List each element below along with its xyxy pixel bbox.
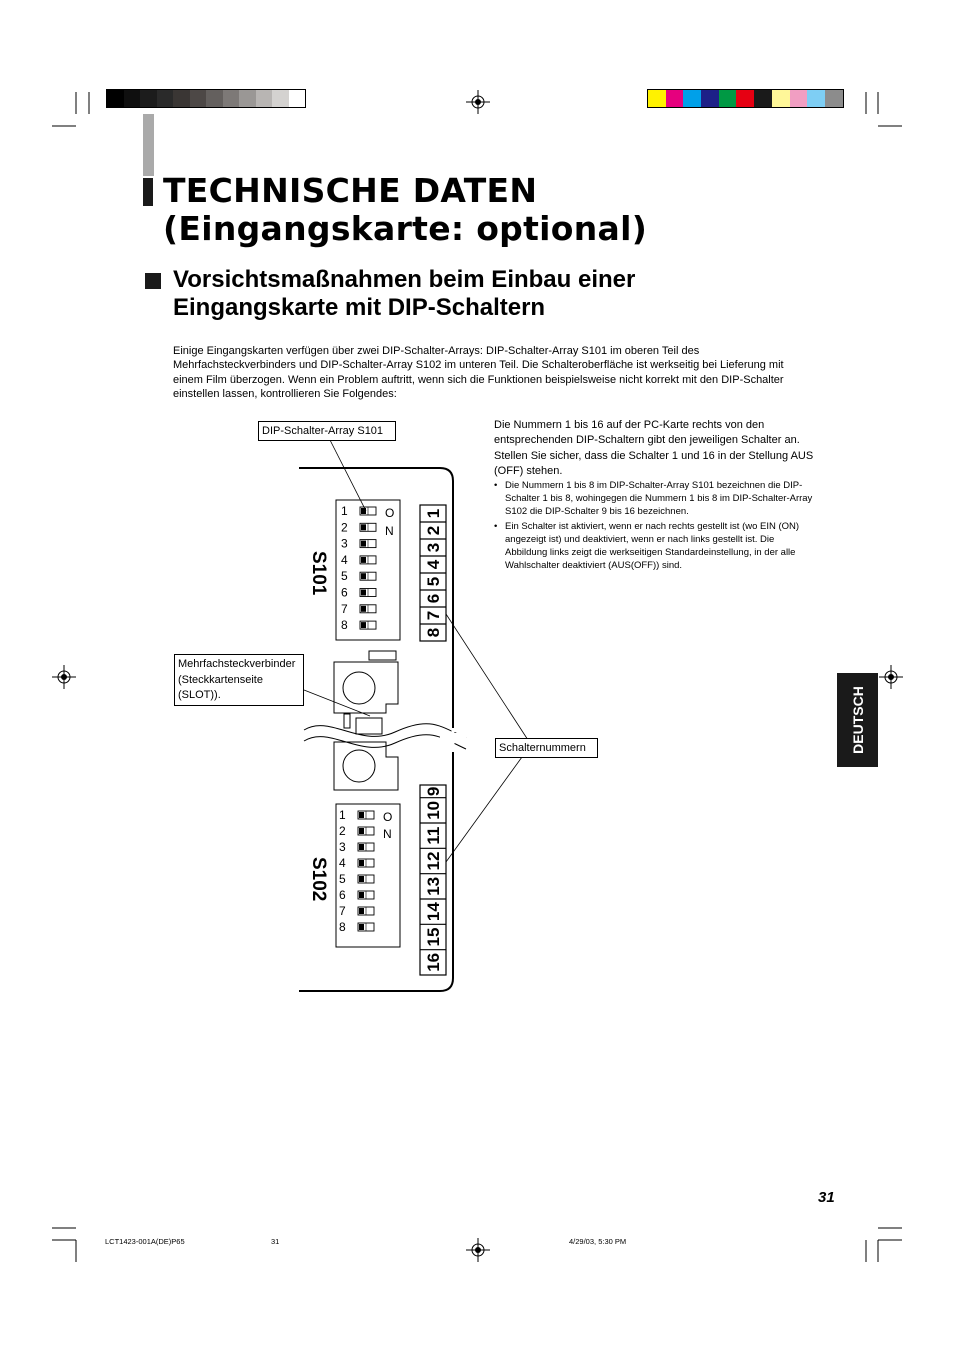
- switch-index: 4: [341, 552, 348, 567]
- connector-small-block: [369, 651, 396, 660]
- callout-connector: [174, 654, 304, 706]
- switch-index: 4: [339, 856, 346, 870]
- leader-line-numbers-bottom: [446, 757, 522, 862]
- switch-number: 2: [424, 525, 443, 536]
- switch-index: 8: [339, 920, 346, 934]
- switch-index: 2: [339, 824, 346, 838]
- switch-number: 14: [424, 902, 443, 922]
- switch-number: 13: [424, 876, 443, 896]
- dip-switch: [360, 556, 376, 564]
- dip-switch: [360, 540, 376, 548]
- callout-switch-numbers: Schalternummern: [495, 738, 598, 758]
- dip-switch: [360, 572, 376, 580]
- dip-switch: [358, 859, 374, 867]
- dip-switch: [360, 605, 376, 613]
- dip-switch: [360, 621, 376, 629]
- section-heading-line2: Eingangskarte mit DIP-Schaltern: [173, 294, 546, 321]
- switch-number: 3: [424, 542, 443, 553]
- leader-line-numbers-top: [446, 614, 528, 740]
- switch-number: 1: [424, 508, 443, 519]
- dip-switch: [358, 843, 374, 851]
- s102-on-o: O: [383, 810, 393, 824]
- switch-index: 1: [341, 504, 348, 518]
- language-tab: [837, 673, 878, 767]
- s101-on-o: O: [385, 506, 395, 520]
- switch-index: 7: [339, 904, 346, 918]
- switch-index: 6: [339, 888, 346, 902]
- s101-label: S101: [308, 551, 329, 596]
- switch-index: 8: [341, 618, 348, 633]
- switch-number: 6: [424, 593, 443, 604]
- switch-number: 4: [424, 559, 443, 570]
- switch-index: 7: [341, 601, 348, 616]
- switch-index: 3: [339, 840, 346, 854]
- footer-page: 31: [271, 1237, 280, 1246]
- note-item: • Ein Schalter ist aktiviert, wenn er nach rechts gestellt ist (wo EIN (ON) angezeigt ist) und deaktiviert, wenn er nach links gestellt ist. Die Abbildung links zeigt die werkseitigen Standardeinstellung, in der alle Wahlschalter deaktiviert (AUS(OFF)) sind.: [494, 520, 816, 572]
- s102-label: S102: [308, 857, 329, 902]
- switch-index: 3: [341, 536, 348, 551]
- callout-connector-line1: Mehrfachsteckverbinder: [178, 658, 296, 670]
- switch-number: 8: [424, 627, 443, 638]
- switch-number: 9: [424, 786, 443, 797]
- s102-on-n: N: [383, 827, 392, 841]
- switch-number: 5: [424, 576, 443, 587]
- callout-connector-line3: (SLOT)).: [178, 689, 221, 701]
- connector-lower: [334, 742, 398, 790]
- dip-switch: [358, 827, 374, 835]
- switch-index: 5: [341, 569, 348, 584]
- connector-tab: [356, 718, 382, 734]
- switch-number: 16: [424, 952, 443, 972]
- switch-number: 7: [424, 610, 443, 621]
- callout-s101: DIP-Schalter-Array S101: [258, 421, 396, 441]
- switch-number: 15: [424, 927, 443, 947]
- page-title-line1: TECHNISCHE DATEN: [163, 171, 538, 210]
- switch-number: 11: [424, 826, 443, 845]
- switch-index: 5: [339, 872, 346, 886]
- dip-switch: [358, 923, 374, 931]
- dip-switch: [358, 875, 374, 883]
- page-title-line2: (Eingangskarte: optional): [163, 209, 648, 248]
- switch-index: 6: [341, 585, 348, 600]
- s101-on-n: N: [385, 524, 394, 538]
- dip-switch: [358, 811, 374, 819]
- section-heading-line1: Vorsichtsmaßnahmen beim Einbau einer: [173, 266, 636, 293]
- callout-connector-line2: (Steckkartenseite: [178, 673, 263, 686]
- switch-index: 2: [341, 520, 348, 535]
- connector-pin: [344, 714, 350, 728]
- page-number: 31: [818, 1189, 835, 1206]
- footer-file: LCT1423-001A(DE)P65: [105, 1237, 185, 1246]
- intro-paragraph: Einige Eingangskarten verfügen über zwei DIP-Schalter-Arrays: DIP-Schalter-Array S101 im oberen Teil des Mehrfachsteckverbinders und DIP-Schalter-Array S102 im unteren Teil. Die Schalteroberfläche ist werkseitig bei Lieferung mit einem Film überzogen. Wenn ein Problem auftritt, wenn sich die Funktionen beispielsweise nicht korrekt mit den DIP-Schalter einstellen lassen, kontrollieren Sie Folgendes:: [173, 345, 784, 400]
- dip-switch: [360, 523, 376, 531]
- language-tab-label: DEUTSCH: [849, 686, 866, 754]
- dip-switch: [360, 507, 376, 515]
- dip-switch: [360, 589, 376, 597]
- switch-number: 12: [424, 851, 443, 871]
- footer-date: 4/29/03, 5:30 PM: [569, 1237, 627, 1246]
- switch-number: 10: [424, 800, 443, 820]
- dip-switch: [358, 907, 374, 915]
- dip-switch: [358, 891, 374, 899]
- instruction-paragraph: Die Nummern 1 bis 16 auf der PC-Karte rechts von den entsprechenden DIP-Schaltern gibt den jeweiligen Schalter an. Stellen Sie sicher, dass die Schalter 1 und 16 in der Stellung AUS (OFF) stehen.: [494, 419, 814, 477]
- switch-index: 1: [339, 808, 346, 822]
- note-item: • Die Nummern 1 bis 8 im DIP-Schalter-Array S101 bezeichnen die DIP-Schalter 1 bis 8, wohingegen die Nummern 1 bis 8 im DIP-Schalter-Array S102 die DIP-Schalter 9 bis 16 bezeichnen.: [494, 479, 816, 518]
